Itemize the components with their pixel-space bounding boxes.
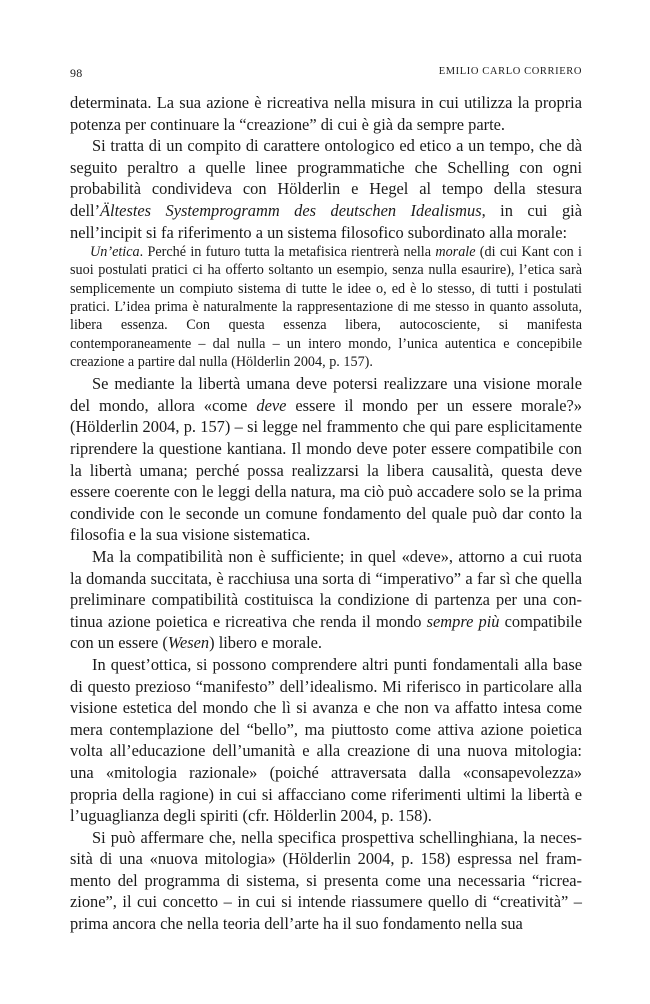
- emphasis: sempre più: [426, 611, 500, 631]
- quote-emphasis: morale: [435, 244, 476, 261]
- paragraph-schelling: [70, 135, 582, 243]
- text-run: (di cui Kant con i suoi postulati pratici ci ha offerto soltanto un esempio, senza nulla esaurire), l’etica sarà semplicemente un compiuto sistema di tutte le idee o, ed è lo stesso, di tutti i postulati pratici. L’idea prima è naturalmente la rappresentazione di me stesso in quanto assoluta, libera essenza. Con questa essenza libera, autocosciente, si manifesta contemporaneamente – dal nulla – un intero mondo, l’unica autentica e concepibile creazione a partire dal nulla (Hölderlin 2004, p. 157).: [70, 244, 582, 370]
- text-run: essere il mondo per un essere morale?» (Hölderlin 2004, p. 157) – si legge nel frammento che qui pare esplicitamente riprendere la questione kantiana. Il mondo deve poter essere compatibile con la libertà umana; perché possa realizzarsi la libera causalità, questa deve essere coerente con le leggi della natura, ma ciò può accadere solo se la prima condivide con le seconde un comune fondamento del quale può dar conto la filosofia e la sua visione sistematica.: [70, 395, 583, 545]
- paragraph-manifesto: [70, 654, 582, 827]
- paragraph-nuova-mitologia: [70, 827, 582, 935]
- text-run: Ma la compatibilità non è sufficiente; in quel «deve», attorno a cui ruota la domanda succitata, è racchiusa una sorta di “imperativo” a far sì che quella preliminare compatibilità costituisca la condizione di partenza per una continua azione poietica e ricreativa che renda il mondo: [70, 546, 582, 631]
- running-head-author: EMILIO CARLO CORRIERO: [438, 66, 582, 77]
- text-run: . Perché in futuro tutta la metafisica rientrerà nella: [139, 244, 436, 261]
- emphasis: Wesen: [167, 633, 210, 653]
- paragraph-text: Si può affermare che, nella specifica prospettiva schellinghiana, la necessità di una «nuova mitologia» (Hölderlin 2004, p. 158) espressa nel frammento del programma di sistema, si presenta come una necessaria “ricreazione”, il cui concetto – in cui si intende riassumere quello di “creatività” – prima ancora che nella teoria dell’arte ha il suo fondamento nella sua: [70, 827, 582, 934]
- work-title: Ältestes Systemprogramm des deutschen Idealismus: [100, 200, 482, 220]
- text-run: Se mediante la libertà umana deve potersi realizzare una visione morale del mondo, allora «come: [70, 374, 582, 415]
- page-number: 98: [70, 66, 83, 80]
- main-text: [70, 92, 582, 935]
- paragraph-text: determinata. La sua azione è ricreativa nella misura in cui utilizza la propria potenza per continuare la “creazione” di cui è già da sempre parte.: [70, 93, 582, 134]
- text-run: , in cui già nell’incipit si fa riferimento a un sistema filosofico subordinato alla morale:: [70, 200, 582, 242]
- block-quote: [70, 243, 582, 371]
- paragraph-compatibilita: [70, 546, 582, 654]
- paragraph-liberta: [70, 373, 582, 546]
- text-run: Si tratta di un compito di carattere ontologico ed etico a un tempo, che dà seguito peraltro a quelle linee programmatiche che Schelling con ogni probabilità condivideva con Hölderlin e Hegel al tempo della stesura dell’: [70, 136, 582, 220]
- text-run: compatibile con un essere (: [70, 611, 582, 653]
- text-run: ) libero e morale.: [209, 633, 323, 653]
- emphasis: deve: [256, 395, 287, 415]
- paragraph-continuation: [70, 92, 582, 135]
- quote-emphasis: Un’etica: [90, 244, 140, 261]
- paragraph-text: In quest’ottica, si possono comprendere altri punti fondamentali alla base di questo prezioso “manifesto” dell’idealismo. Mi riferisco in particolare alla visione estetica del mondo che lì si avanza e che non va affatto intesa come mera contemplazione del “bello”, ma piuttosto come attiva azione poietica volta all’educazione dell’umanità e alla creazione di una nuova mitologia: una «mitologia razionale» (poiché attraversata dalla «consapevolezza» propria della ragione) in cui si affacciano come riferimenti ultimi la libertà e l’uguaglianza degli spiriti (cfr. Hölderlin 2004, p. 158).: [70, 654, 582, 826]
- page-header: [70, 66, 582, 84]
